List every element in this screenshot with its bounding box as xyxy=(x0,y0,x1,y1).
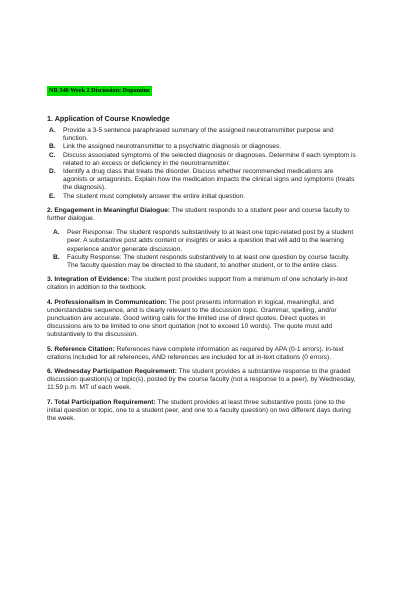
list-item xyxy=(53,254,359,270)
list-item-text: Provide a 3-5 sentence paraphrased summary of the assigned neurotransmitter purpose and function. xyxy=(63,127,334,143)
section-1-heading: 1. Application of Course Knowledge xyxy=(47,114,170,123)
list-item-text: Discuss associated symptoms of the selected diagnosis or diagnoses. Determine if each symptom is related to an excess or deficiency in the neurotransmitter. xyxy=(63,151,356,167)
section-1 xyxy=(47,114,359,201)
section-5-lead: 5. Reference Citation: xyxy=(47,345,115,353)
section-3-lead: 3. Integration of Evidence: xyxy=(47,276,130,284)
section-3-paragraph xyxy=(47,276,359,292)
section-6-paragraph xyxy=(47,368,359,393)
section-4-lead: 4. Professionalism in Communication: xyxy=(47,298,167,306)
list-marker: B. xyxy=(49,143,56,151)
section-6 xyxy=(47,368,359,393)
section-4-text: The post presents information in logical, meaningful, and understandable sequence, and is clearly relevant to the discussion topic. Grammar, spelling, and/or punctuation are accurate. Good writing calls for the limited use of direct quotes. Direct quotes in discussions are to be limited to one short quotation (not to exceed 10 words). The quote must add substantively to the discussion. xyxy=(47,298,337,339)
list-item xyxy=(53,229,359,254)
list-item xyxy=(49,168,359,193)
list-item-text: Peer Response: The student responds substantively to at least one topic-related post by a student peer. A substantive post adds content or insights or asks a question that will add to the learning experience and/or generate discussion. xyxy=(67,229,354,253)
section-6-text: The student provides a substantive response to the graded discussion question(s) or topic(s), posted by the course faculty (not a response to a peer), by Wednesday, 11:59 p.m. MT of each week. xyxy=(47,368,356,392)
section-2-list xyxy=(51,229,359,270)
list-item xyxy=(49,127,359,143)
section-2-text: The student responds to a student peer and course faculty to further dialogue. xyxy=(47,206,350,223)
list-marker: E. xyxy=(49,192,56,200)
document-body xyxy=(47,108,359,429)
section-7-paragraph xyxy=(47,399,359,424)
section-4 xyxy=(47,299,359,340)
section-5 xyxy=(47,346,359,362)
section-7-lead: 7. Total Participation Requirement: xyxy=(47,398,156,406)
section-6-lead: 6. Wednesday Participation Requirement: xyxy=(47,368,177,376)
section-2-sublist xyxy=(47,229,359,270)
section-3-text: The student post provides support from a minimum of one scholarly in-text citation in addition to the textbook. xyxy=(47,276,348,292)
list-marker: A. xyxy=(49,127,56,134)
section-4-paragraph xyxy=(47,299,359,340)
section-2-lead: 2. Engagement in Meaningful Dialogue: xyxy=(47,206,171,214)
section-7-text: The student provides at least three substantive posts (one to the initial question or topic, one to a student peer, and one to a faculty question) on two different days during the week. xyxy=(47,398,351,423)
list-item-text: Faculty Response: The student responds substantively to at least one question by course faculty. The faculty question may be directed to the student, to another student, or to the entire class. xyxy=(67,253,350,270)
section-5-text: References have complete information as required by APA (0-1 errors). In-text citations included for all references, AND references are included for all in-text citations (0 errors). xyxy=(47,345,344,361)
list-item-text: The student must completely answer the entire initial question. xyxy=(63,192,246,200)
list-marker: B. xyxy=(53,253,60,261)
section-7 xyxy=(47,399,359,424)
section-3 xyxy=(47,276,359,292)
section-2-paragraph xyxy=(47,207,359,223)
list-item-text: Identify a drug class that treats the disorder. Discuss whether recommended medications are agonists or antagonists. Explain how the medication impacts the clinical signs and symptoms (treats the diagnosis). xyxy=(63,168,355,192)
list-item xyxy=(49,193,359,201)
section-1-list xyxy=(47,127,359,201)
list-item xyxy=(49,152,359,168)
list-marker: D. xyxy=(49,168,56,176)
section-5-paragraph xyxy=(47,346,359,362)
list-marker: A. xyxy=(53,229,60,237)
list-item-text: Link the assigned neurotransmitter to a psychiatric diagnosis or diagnoses. xyxy=(63,143,282,151)
list-item xyxy=(49,143,359,151)
list-marker: C. xyxy=(49,151,56,159)
section-2 xyxy=(47,207,359,270)
document-title: NR 546 Week 2 Discussion: Dopamine xyxy=(49,87,150,94)
